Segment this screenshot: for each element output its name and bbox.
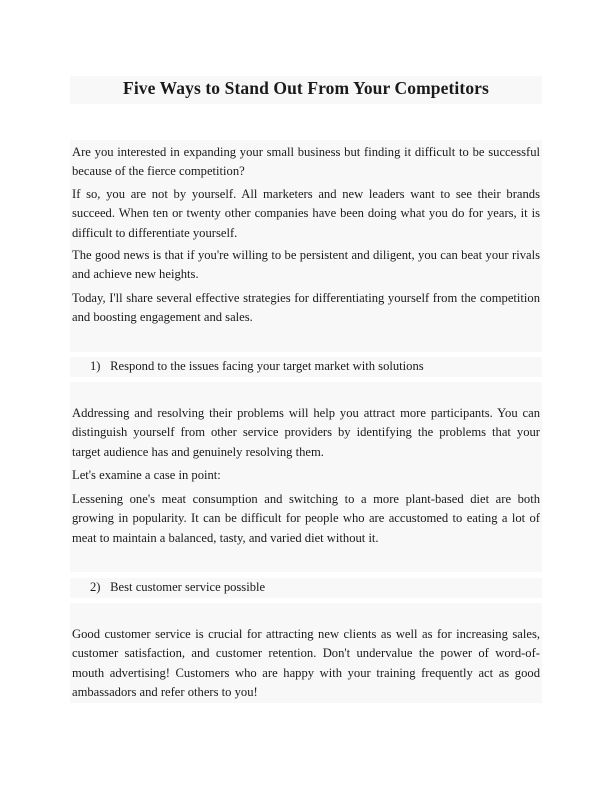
intro-paragraph-1: Are you interested in expanding your small business but finding it difficult to be successful because of the fierce competition? xyxy=(72,145,540,179)
section-2-heading-text: Best customer service possible xyxy=(110,580,266,594)
section-2-paragraph-1: Good customer service is crucial for attracting new clients as well as for increasing sales, customer satisfaction, and customer retention. Don't undervalue the power of word-of-mouth advertising! Customers who are happy with your training frequently act as good ambassadors and refer others to you! xyxy=(72,627,540,699)
intro-paragraph-2: If so, you are not by yourself. All marketers and new leaders want to see their brands succeed. When ten or twenty other companies have been doing what you do for years, it is difficult to differentiate yourself. xyxy=(72,187,540,240)
document-title: Five Ways to Stand Out From Your Competitors xyxy=(123,78,489,98)
section-1-paragraph-3: Lessening one's meat consumption and switching to a more plant-based diet are both growing in popularity. It can be difficult for people who are accustomed to eating a lot of meat to maintain a balanced, tasty, and varied diet without it. xyxy=(72,492,540,545)
section-1-paragraph-1: Addressing and resolving their problems will help you attract more participants. You can distinguish yourself from other service providers by identifying the problems that your target audience has and genuinely resolving them. xyxy=(72,406,540,459)
section-2-heading xyxy=(90,578,540,597)
section-1-heading xyxy=(90,357,540,376)
section-1-paragraph-2: Let's examine a case in point: xyxy=(72,468,221,482)
section-1-number: 1) xyxy=(90,359,101,373)
section-2-number: 2) xyxy=(90,580,101,594)
intro-paragraph-3: The good news is that if you're willing to be persistent and diligent, you can beat your rivals and achieve new heights. xyxy=(72,248,540,282)
intro-paragraph-4: Today, I'll share several effective strategies for differentiating yourself from the competition and boosting engagement and sales. xyxy=(72,291,540,325)
section-1-heading-text: Respond to the issues facing your target market with solutions xyxy=(110,359,424,373)
